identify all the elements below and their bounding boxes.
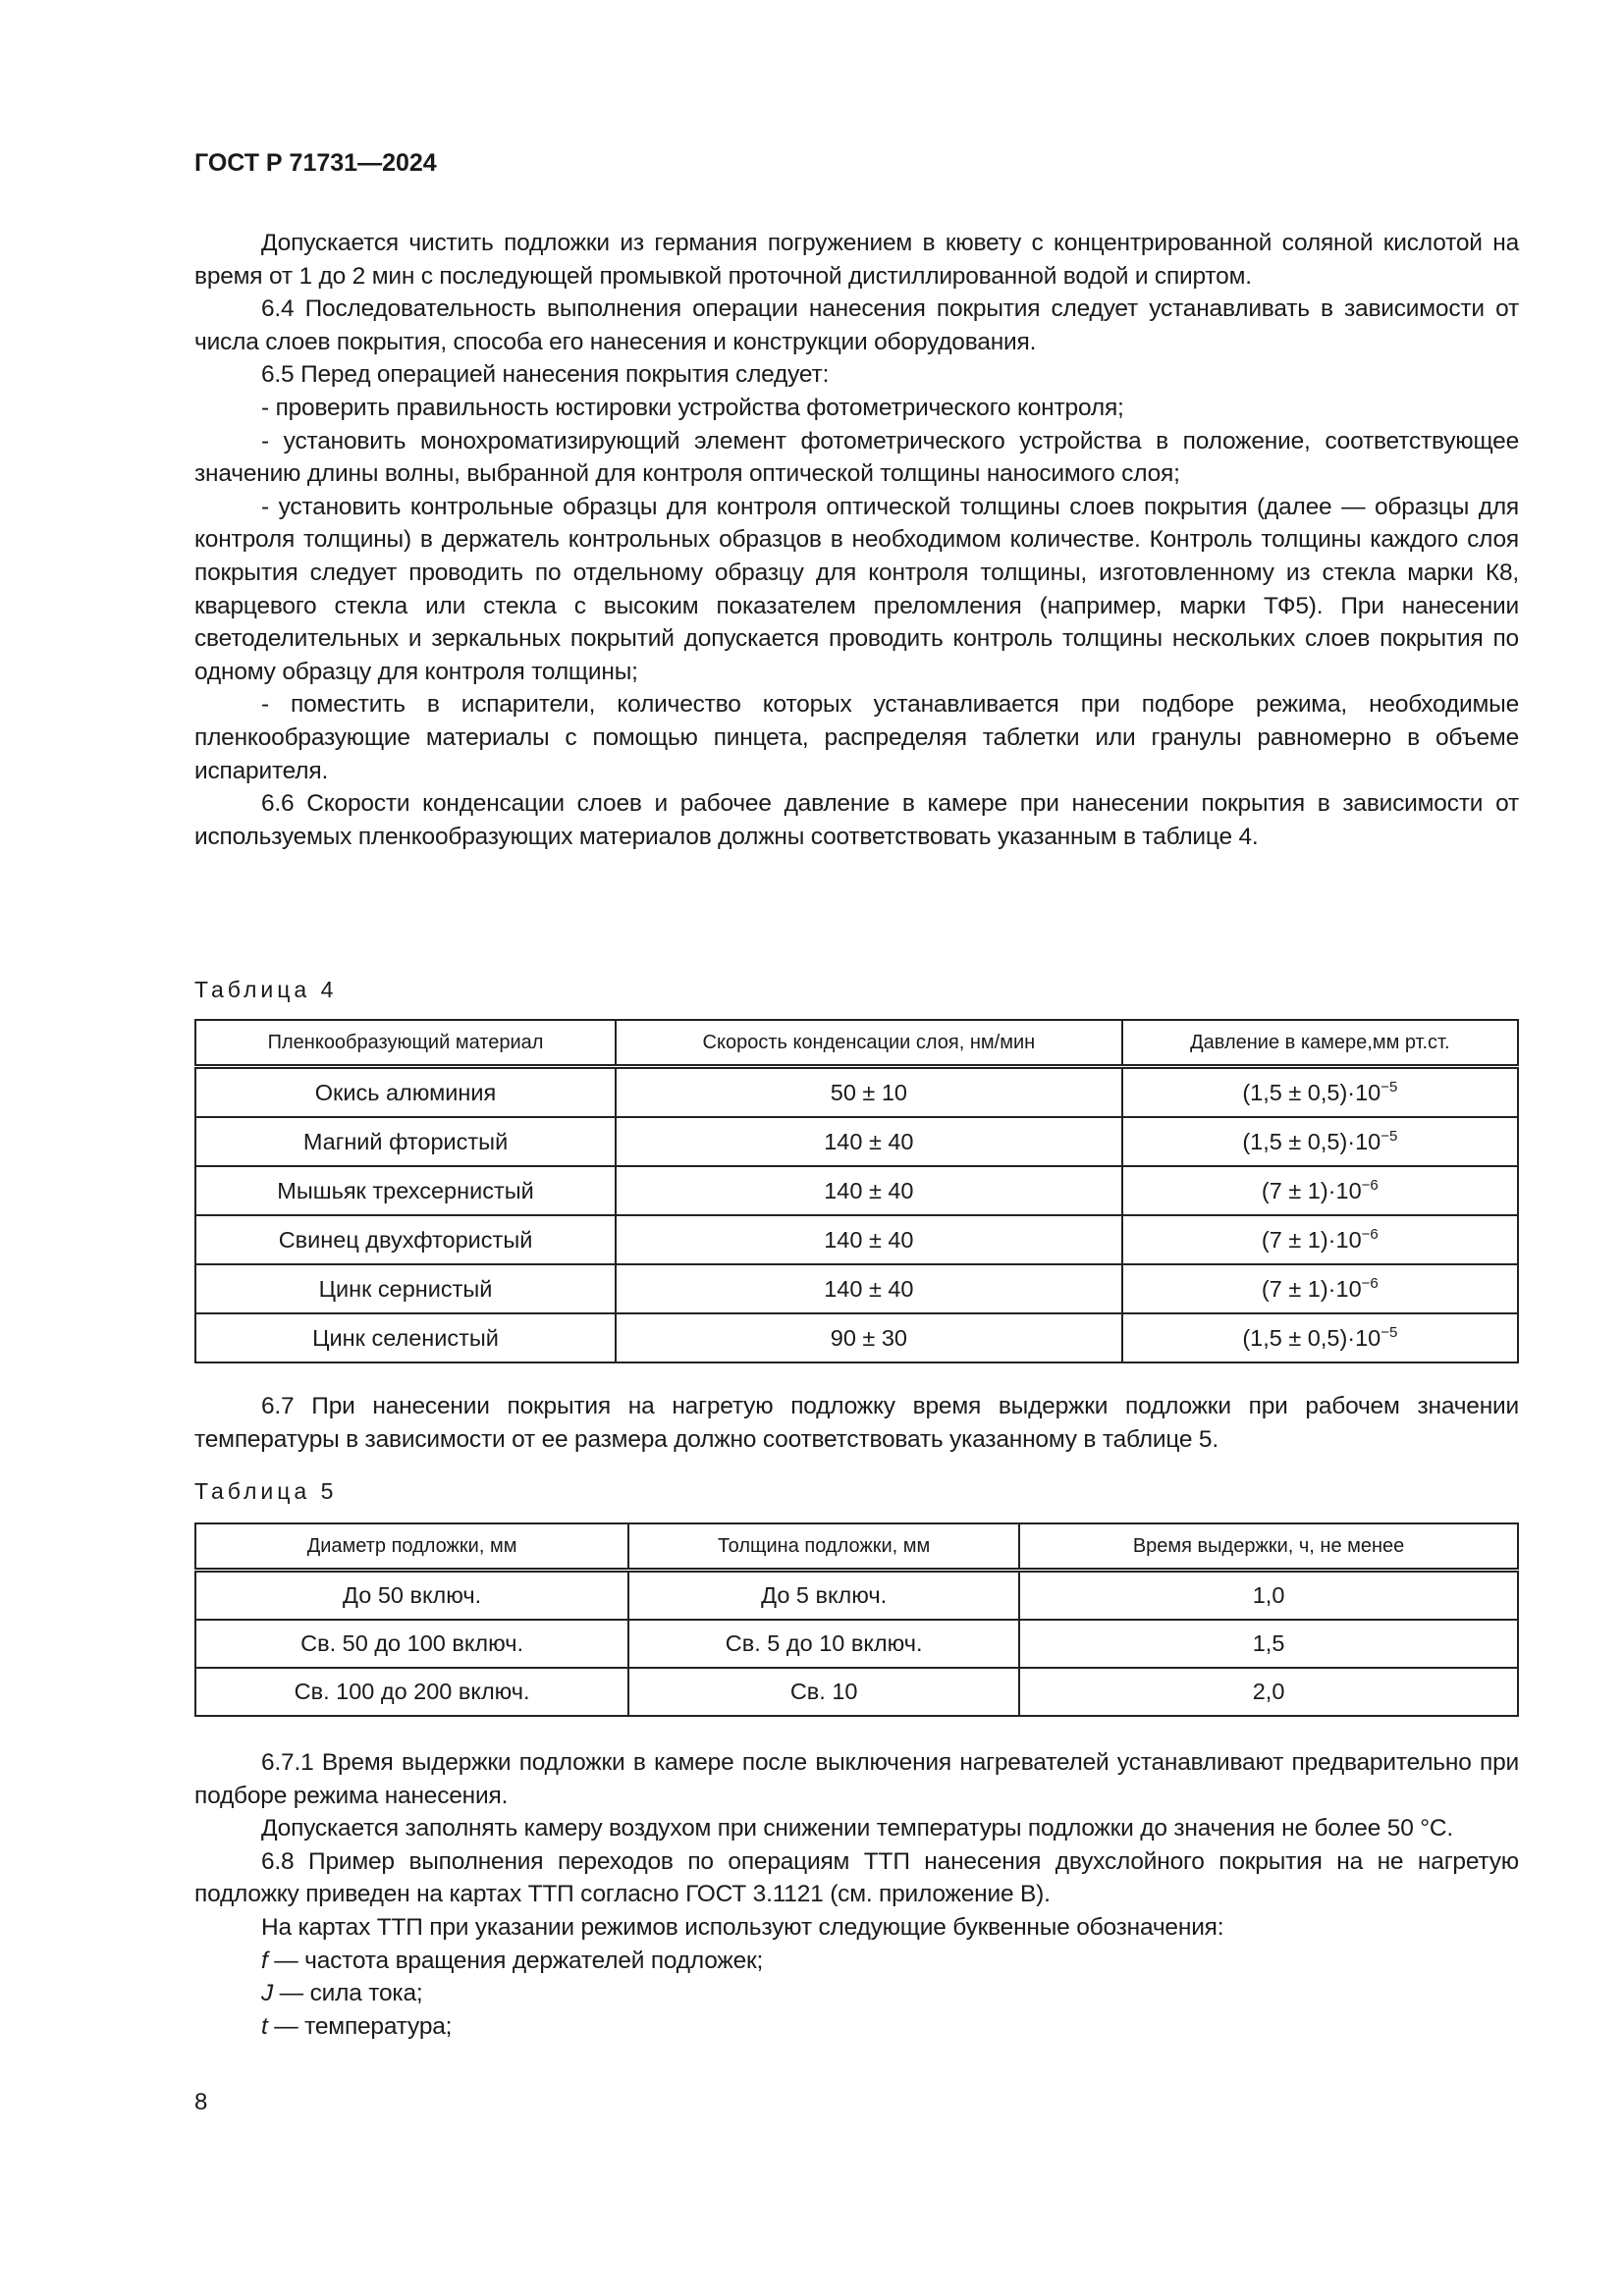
pressure-cell xyxy=(1122,1166,1518,1215)
paragraph: Допускается чистить подложки из германия погружением в кювету с концентрированной соляной кислотой на время от 1 до 2 мин с последующей промывкой проточной дистиллированной водой и спиртом. xyxy=(194,230,1519,290)
paragraph: На картах ТТП при указании режимов используют следующие буквенные обозначения: xyxy=(261,1913,1224,1941)
table-row xyxy=(195,1215,1518,1264)
symbol: t xyxy=(261,2012,268,2040)
pressure-exponent: −5 xyxy=(1380,1078,1398,1095)
symbol-meaning: — частота вращения держателей подложек; xyxy=(267,1947,764,1974)
table-5-caption: Таблица 5 xyxy=(194,1478,338,1504)
pressure-value: (1,5 ± 0,5)·10 xyxy=(1242,1079,1381,1105)
rate-cell: 140 ± 40 xyxy=(616,1264,1122,1313)
time-cell: 2,0 xyxy=(1019,1668,1518,1716)
document-header: ГОСТ Р 71731—2024 xyxy=(194,149,437,177)
paragraph: Допускается заполнять камеру воздухом при снижении температуры подложки до значения не более 50 °С. xyxy=(261,1815,1453,1842)
pressure-value: (1,5 ± 0,5)·10 xyxy=(1242,1324,1381,1351)
table-4 xyxy=(194,1019,1519,1363)
pressure-cell xyxy=(1122,1264,1518,1313)
material-cell: Окись алюминия xyxy=(195,1067,616,1118)
rate-cell: 50 ± 10 xyxy=(616,1067,1122,1118)
pressure-value: (7 ± 1)·10 xyxy=(1261,1177,1362,1203)
column-header: Пленкообразующий материал xyxy=(195,1020,616,1067)
paragraph: 6.5 Перед операцией нанесения покрытия следует: xyxy=(261,361,830,389)
symbol-meaning: — температура; xyxy=(267,2012,453,2040)
pressure-cell xyxy=(1122,1215,1518,1264)
table-row xyxy=(195,1166,1518,1215)
table-4-caption: Таблица 4 xyxy=(194,977,338,1002)
column-header: Давление в камере,мм рт.ст. xyxy=(1122,1020,1518,1067)
diameter-cell: До 50 включ. xyxy=(195,1571,628,1621)
paragraph: - поместить в испарители, количество которых устанавливается при подборе режима, необходимые пленкообразующие материалы с помощью пинцета, распределяя таблетки или гранулы равномерно в объеме испарителя. xyxy=(194,691,1519,784)
body-text-bottom xyxy=(194,1746,1519,2043)
material-cell: Цинк селенистый xyxy=(195,1313,616,1362)
material-cell: Свинец двухфтористый xyxy=(195,1215,616,1264)
thickness-cell: До 5 включ. xyxy=(628,1571,1019,1621)
pressure-cell xyxy=(1122,1117,1518,1166)
paragraph: - проверить правильность юстировки устройства фотометрического контроля; xyxy=(261,394,1124,421)
table-row xyxy=(195,1313,1518,1362)
column-header: Время выдержки, ч, не менее xyxy=(1019,1523,1518,1571)
table-row xyxy=(195,1117,1518,1166)
symbol-definition xyxy=(194,1945,1519,1978)
rate-cell: 140 ± 40 xyxy=(616,1166,1122,1215)
paragraph: 6.7.1 Время выдержки подложки в камере после выключения нагревателей устанавливают предварительно при подборе режима нанесения. xyxy=(194,1749,1519,1809)
paragraph: - установить монохроматизирующий элемент фотометрического устройства в положение, соответствующее значению длины волны, выбранной для контроля оптической толщины наносимого слоя; xyxy=(194,427,1519,488)
body-text-mid xyxy=(194,1390,1519,1456)
pressure-value: (7 ± 1)·10 xyxy=(1261,1226,1362,1253)
pressure-exponent: −5 xyxy=(1380,1127,1398,1145)
pressure-value: (7 ± 1)·10 xyxy=(1261,1275,1362,1302)
table-row xyxy=(195,1620,1518,1668)
pressure-cell xyxy=(1122,1067,1518,1118)
table-row xyxy=(195,1668,1518,1716)
time-cell: 1,0 xyxy=(1019,1571,1518,1621)
body-text-top xyxy=(194,227,1519,853)
paragraph: 6.4 Последовательность выполнения операции нанесения покрытия следует устанавливать в зависимости от числа слоев покрытия, способа его нанесения и конструкции оборудования. xyxy=(194,295,1519,355)
pressure-cell xyxy=(1122,1313,1518,1362)
symbol: f xyxy=(261,1947,268,1974)
table-5 xyxy=(194,1522,1519,1717)
rate-cell: 140 ± 40 xyxy=(616,1215,1122,1264)
diameter-cell: Св. 100 до 200 включ. xyxy=(195,1668,628,1716)
symbol-definition xyxy=(194,2010,1519,2044)
diameter-cell: Св. 50 до 100 включ. xyxy=(195,1620,628,1668)
table-row xyxy=(195,1571,1518,1621)
page-number: 8 xyxy=(194,2089,208,2115)
rate-cell: 90 ± 30 xyxy=(616,1313,1122,1362)
material-cell: Магний фтористый xyxy=(195,1117,616,1166)
thickness-cell: Св. 5 до 10 включ. xyxy=(628,1620,1019,1668)
pressure-value: (1,5 ± 0,5)·10 xyxy=(1242,1128,1381,1154)
pressure-exponent: −6 xyxy=(1361,1274,1379,1292)
symbol-definition xyxy=(194,1977,1519,2010)
time-cell: 1,5 xyxy=(1019,1620,1518,1668)
paragraph: 6.6 Скорости конденсации слоев и рабочее давление в камере при нанесении покрытия в зависимости от используемых пленкообразующих материалов должны соответствовать указанным в таблице 4. xyxy=(194,790,1519,850)
paragraph: 6.7 При нанесении покрытия на нагретую подложку время выдержки подложки при рабочем значении температуры в зависимости от ее размера должно соответствовать указанному в таблице 5. xyxy=(194,1393,1519,1453)
pressure-exponent: −6 xyxy=(1361,1225,1379,1243)
material-cell: Цинк сернистый xyxy=(195,1264,616,1313)
thickness-cell: Св. 10 xyxy=(628,1668,1019,1716)
paragraph: 6.8 Пример выполнения переходов по операциям ТТП нанесения двухслойного покрытия на не нагретую подложку приведен на картах ТТП согласно ГОСТ 3.1121 (см. приложение В). xyxy=(194,1847,1519,1908)
pressure-exponent: −6 xyxy=(1361,1176,1379,1194)
paragraph: - установить контрольные образцы для контроля оптической толщины слоев покрытия (далее — образцы для контроля толщины) в держатель контрольных образцов в необходимом количестве. Контроль толщины каждого слоя покрытия следует проводить по отдельному образцу для контроля толщины, изготовленному из стекла марки К8, кварцевого стекла или стекла с высоким показателем преломления (например, марки ТФ5). При нанесении светоделительных и зеркальных покрытий допускается проводить контроль толщины нескольких слоев покрытия по одному образцу для контроля толщины; xyxy=(194,493,1519,685)
table-row xyxy=(195,1264,1518,1313)
column-header: Диаметр подложки, мм xyxy=(195,1523,628,1571)
table-row xyxy=(195,1067,1518,1118)
symbol: J xyxy=(261,1980,274,2007)
material-cell: Мышьяк трехсернистый xyxy=(195,1166,616,1215)
symbol-meaning: — сила тока; xyxy=(273,1980,423,2007)
pressure-exponent: −5 xyxy=(1380,1323,1398,1341)
column-header: Скорость конденсации слоя, нм/мин xyxy=(616,1020,1122,1067)
rate-cell: 140 ± 40 xyxy=(616,1117,1122,1166)
column-header: Толщина подложки, мм xyxy=(628,1523,1019,1571)
